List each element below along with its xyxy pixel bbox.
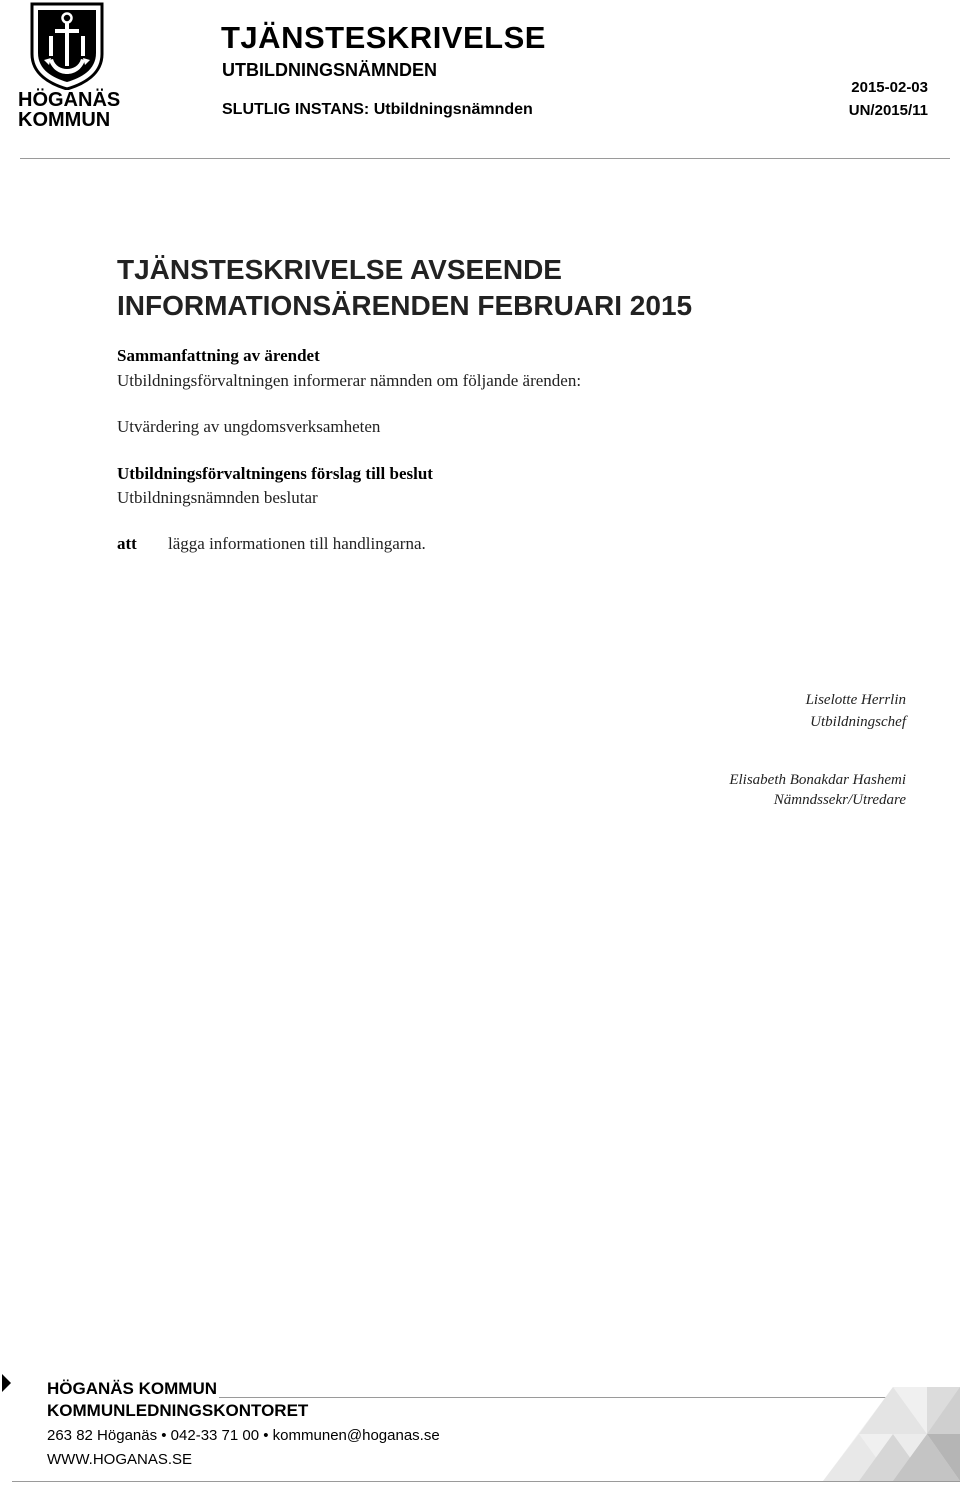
footer-office: KOMMUNLEDNINGSKONTORET xyxy=(47,1401,309,1420)
coat-of-arms-icon xyxy=(18,2,116,90)
summary-heading: Sammanfattning av ärendet xyxy=(117,346,320,365)
document-date: 2015-02-03 xyxy=(851,79,928,96)
signatory-title: Nämndssekr/Utredare xyxy=(773,792,906,808)
logo-text-line2: KOMMUN xyxy=(18,109,111,131)
att-label: att xyxy=(117,534,137,553)
signatory-title: Utbildningschef xyxy=(810,714,906,730)
footer-organization: HÖGANÄS KOMMUN xyxy=(47,1379,217,1398)
geometric-pattern-icon xyxy=(823,1387,960,1481)
logo-text-line1: HÖGANÄS xyxy=(18,89,121,111)
final-instance: SLUTLIG INSTANS: Utbildningsnämnden xyxy=(222,101,533,118)
reference-number: UN/2015/11 xyxy=(848,102,928,119)
page-title: TJÄNSTESKRIVELSE AVSEENDE INFORMATIONSÄRENDEN FEBRUARI 2015 xyxy=(117,254,693,321)
list-item: Utvärdering av ungdomsverksamheten xyxy=(117,417,381,436)
footer-bottom-rule xyxy=(12,1481,960,1482)
footer-website: WWW.HOGANAS.SE xyxy=(47,1451,193,1468)
document-type: TJÄNSTESKRIVELSE xyxy=(221,20,546,55)
header-divider xyxy=(20,158,950,159)
proposal-text: Utbildningsnämnden beslutar xyxy=(117,488,318,507)
proposal-heading: Utbildningsförvaltningens förslag till beslut xyxy=(117,464,433,483)
summary-text: Utbildningsförvaltningen informerar nämnden om följande ärenden: xyxy=(117,371,582,390)
signatory-name: Elisabeth Bonakdar Hashemi xyxy=(729,772,906,788)
signatory-name: Liselotte Herrlin xyxy=(805,692,906,708)
decision-text: lägga informationen till handlingarna. xyxy=(168,534,426,553)
triangle-marker-icon xyxy=(2,1374,11,1392)
hoganas-logo xyxy=(18,2,121,132)
board-name: UTBILDNINGSNÄMNDEN xyxy=(222,60,437,80)
footer-contact: 263 82 Höganäs • 042-33 71 00 • kommunen@hoganas.se xyxy=(47,1427,440,1444)
